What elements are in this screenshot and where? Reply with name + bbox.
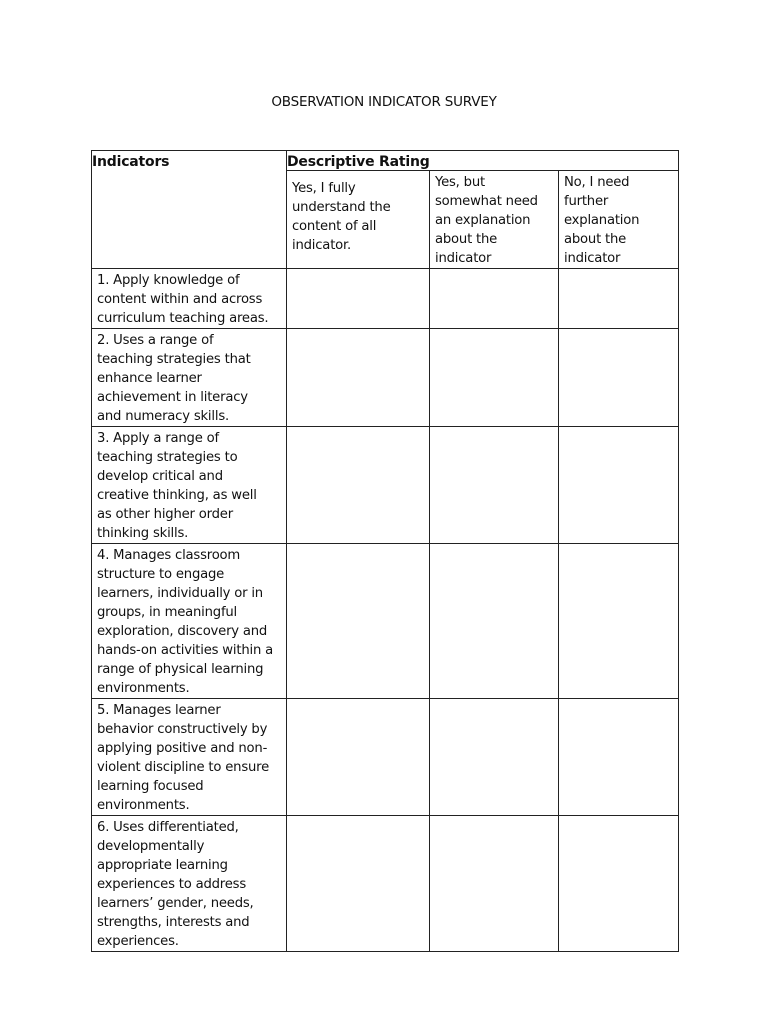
rating-cell-need-explanation[interactable] <box>430 816 559 952</box>
descriptive-rating-header: Descriptive Rating <box>287 154 430 170</box>
survey-table <box>91 150 679 952</box>
rating-cell-fully-understand[interactable] <box>287 816 430 952</box>
table-row <box>92 544 679 699</box>
indicator-text: 6. Uses differentiated, developmentally appropriate learning experiences to address learners’ gender, needs, strengths, interests and experiences. <box>97 820 254 949</box>
rating-cell-need-explanation[interactable] <box>430 329 559 427</box>
table-row <box>92 329 679 427</box>
table-row <box>92 269 679 329</box>
rating-cell-fully-understand[interactable] <box>287 427 430 544</box>
rating-option-need-further-explanation: No, I need further explanation about the indicator <box>564 175 640 266</box>
rating-option-cell-1 <box>287 171 430 269</box>
rating-cell-need-explanation[interactable] <box>430 544 559 699</box>
rating-cell-need-further-explanation[interactable] <box>559 427 679 544</box>
table-row <box>92 816 679 952</box>
rating-cell-need-explanation[interactable] <box>430 269 559 329</box>
rating-cell-need-further-explanation[interactable] <box>559 329 679 427</box>
indicator-text: 5. Manages learner behavior constructively by applying positive and non- violent discipline to ensure learning focused environments. <box>97 703 269 813</box>
rating-option-need-explanation: Yes, but somewhat need an explanation about the indicator <box>435 175 538 266</box>
indicators-header-cell <box>92 151 287 269</box>
rating-cell-fully-understand[interactable] <box>287 699 430 816</box>
rating-cell-fully-understand[interactable] <box>287 544 430 699</box>
descriptive-rating-header-cell <box>287 151 679 171</box>
rating-cell-fully-understand[interactable] <box>287 269 430 329</box>
rating-cell-need-explanation[interactable] <box>430 699 559 816</box>
indicator-cell <box>92 427 287 544</box>
indicator-text: 3. Apply a range of teaching strategies to develop critical and creative thinking, as well as other higher order thinking skills. <box>97 431 257 541</box>
rating-cell-fully-understand[interactable] <box>287 329 430 427</box>
indicator-cell <box>92 544 287 699</box>
indicator-cell <box>92 269 287 329</box>
rating-option-cell-3 <box>559 171 679 269</box>
document-title: OBSERVATION INDICATOR SURVEY <box>271 94 497 110</box>
header-row-top <box>92 151 679 171</box>
table-row <box>92 427 679 544</box>
rating-cell-need-explanation[interactable] <box>430 427 559 544</box>
indicator-cell <box>92 699 287 816</box>
rating-option-fully-understand: Yes, I fully understand the content of all indicator. <box>292 181 391 253</box>
indicator-text: 1. Apply knowledge of content within and across curriculum teaching areas. <box>97 273 269 326</box>
indicator-cell <box>92 816 287 952</box>
indicators-header: Indicators <box>92 154 170 170</box>
rating-cell-need-further-explanation[interactable] <box>559 269 679 329</box>
indicator-text: 4. Manages classroom structure to engage learners, individually or in groups, in meaningful exploration, discovery and hands-on activities within a range of physical learning environments. <box>97 548 273 696</box>
indicator-cell <box>92 329 287 427</box>
rating-cell-need-further-explanation[interactable] <box>559 544 679 699</box>
rating-cell-need-further-explanation[interactable] <box>559 816 679 952</box>
table-row <box>92 699 679 816</box>
rating-option-cell-2 <box>430 171 559 269</box>
indicator-text: 2. Uses a range of teaching strategies that enhance learner achievement in literacy and numeracy skills. <box>97 333 251 424</box>
rating-cell-need-further-explanation[interactable] <box>559 699 679 816</box>
